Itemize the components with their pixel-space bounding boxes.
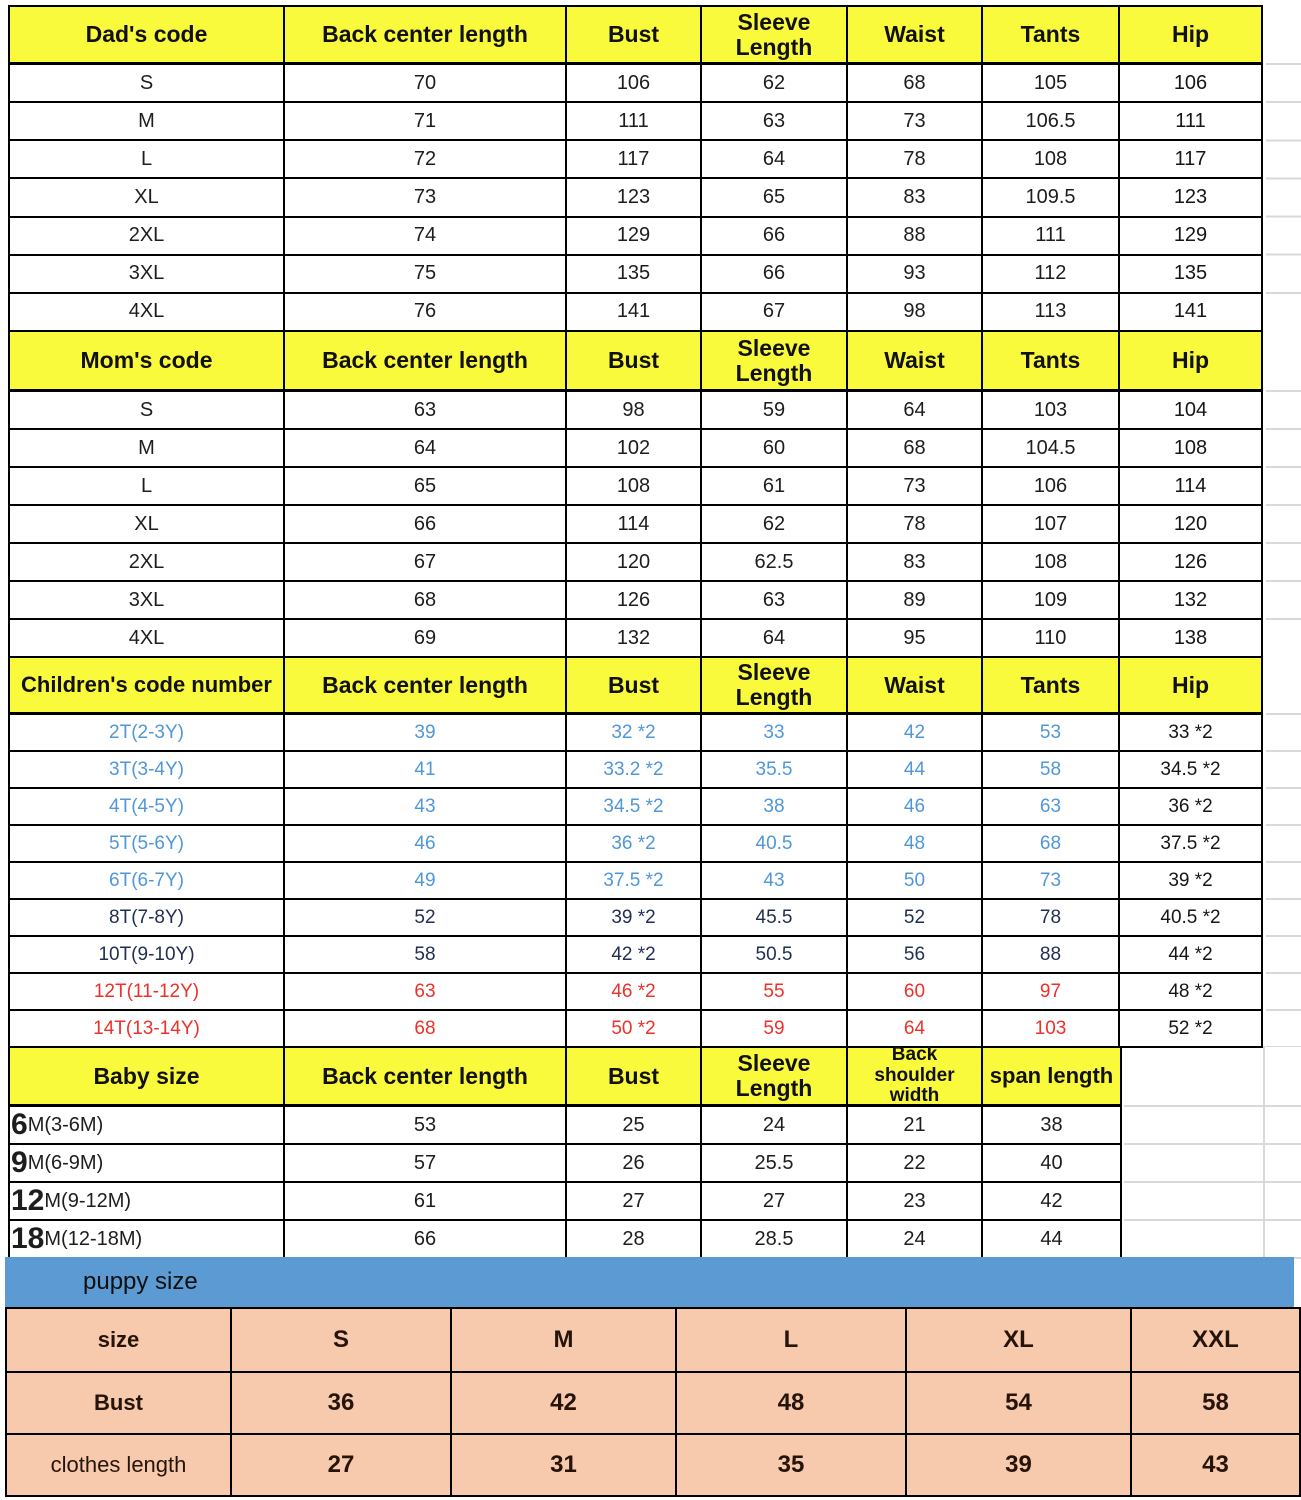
- cell-value: 27: [567, 1183, 702, 1221]
- column-header: Bust: [567, 1048, 702, 1107]
- cell-value: 38: [702, 789, 848, 826]
- cell-value: 36: [232, 1373, 452, 1435]
- cell-value: 26: [567, 1145, 702, 1183]
- size-code-cell: [10, 1145, 285, 1183]
- cell-value: 71: [285, 103, 567, 141]
- cell-value: 66: [702, 218, 848, 256]
- cell-value: 109.5: [983, 179, 1120, 217]
- column-header: Back center length: [285, 1048, 567, 1107]
- cell-value: S: [232, 1309, 452, 1373]
- size-code-big-digit: 18: [11, 1222, 45, 1255]
- size-code-cell: L: [10, 468, 285, 506]
- cell-value: 73: [848, 103, 983, 141]
- cell-value: 52: [848, 900, 983, 937]
- size-code-cell: 12T(11-12Y): [10, 974, 285, 1011]
- size-code-big-digit: 12: [11, 1184, 45, 1217]
- cell-value: 35: [677, 1435, 907, 1497]
- column-header: span length: [983, 1048, 1122, 1107]
- dad-size-table: [8, 5, 1263, 332]
- cell-value: 62.5: [702, 544, 848, 582]
- size-code-big-digit: 6: [11, 1108, 28, 1141]
- cell-value: 43: [285, 789, 567, 826]
- cell-value: 108: [983, 544, 1120, 582]
- cell-value: 78: [983, 900, 1120, 937]
- cell-value: 97: [983, 974, 1120, 1011]
- cell-value: 53: [983, 715, 1120, 752]
- cell-value: 31: [452, 1435, 677, 1497]
- cell-value: 73: [848, 468, 983, 506]
- cell-value: 37.5 *2: [567, 863, 702, 900]
- size-code-cell: S: [10, 392, 285, 430]
- puppy-size-table: [5, 1307, 1301, 1497]
- cell-value: 64: [848, 392, 983, 430]
- column-header: Sleeve Length: [702, 7, 848, 65]
- cell-value: 135: [1120, 256, 1263, 294]
- cell-value: 46 *2: [567, 974, 702, 1011]
- cell-value: 141: [567, 294, 702, 332]
- cell-value: 126: [567, 582, 702, 620]
- cell-value: 141: [1120, 294, 1263, 332]
- cell-value: 43: [702, 863, 848, 900]
- cell-value: 59: [702, 1011, 848, 1048]
- cell-value: 104: [1120, 392, 1263, 430]
- cell-value: 103: [983, 1011, 1120, 1048]
- column-header: Waist: [848, 332, 983, 392]
- spreadsheet-gridlines: [1266, 390, 1301, 656]
- cell-value: 40: [983, 1145, 1122, 1183]
- cell-value: 46: [285, 826, 567, 863]
- cell-value: 33 *2: [1120, 715, 1263, 752]
- column-header: Sleeve Length: [702, 1048, 848, 1107]
- cell-value: 32 *2: [567, 715, 702, 752]
- cell-value: 76: [285, 294, 567, 332]
- cell-value: 25.5: [702, 1145, 848, 1183]
- column-header: Tants: [983, 332, 1120, 392]
- cell-value: 63: [983, 789, 1120, 826]
- size-code-cell: 2XL: [10, 544, 285, 582]
- cell-value: 38: [983, 1107, 1122, 1145]
- cell-value: 108: [567, 468, 702, 506]
- cell-value: 117: [567, 141, 702, 179]
- column-header: Back center length: [285, 332, 567, 392]
- size-code-cell: [10, 1221, 285, 1259]
- cell-value: 132: [567, 620, 702, 658]
- cell-value: 44 *2: [1120, 937, 1263, 974]
- cell-value: 57: [285, 1145, 567, 1183]
- cell-value: 49: [285, 863, 567, 900]
- column-header: Bust: [567, 332, 702, 392]
- cell-value: 64: [848, 1011, 983, 1048]
- cell-value: 93: [848, 256, 983, 294]
- cell-value: 27: [702, 1183, 848, 1221]
- cell-value: 36 *2: [1120, 789, 1263, 826]
- column-header: Sleeve Length: [702, 332, 848, 392]
- children-size-table: [8, 656, 1263, 1048]
- cell-value: 103: [983, 392, 1120, 430]
- cell-value: 68: [983, 826, 1120, 863]
- cell-value: 104.5: [983, 430, 1120, 468]
- cell-value: 70: [285, 65, 567, 103]
- column-header: Bust: [567, 7, 702, 65]
- cell-value: 39: [907, 1435, 1132, 1497]
- cell-value: 106: [567, 65, 702, 103]
- cell-value: 111: [1120, 103, 1263, 141]
- cell-value: 65: [285, 468, 567, 506]
- cell-value: 61: [702, 468, 848, 506]
- cell-value: 98: [567, 392, 702, 430]
- cell-value: 22: [848, 1145, 983, 1183]
- cell-value: 135: [567, 256, 702, 294]
- size-code-cell: 3T(3-4Y): [10, 752, 285, 789]
- cell-value: 110: [983, 620, 1120, 658]
- cell-value: 78: [848, 141, 983, 179]
- size-code-cell: M: [10, 103, 285, 141]
- column-header: Bust: [567, 658, 702, 715]
- cell-value: 63: [285, 974, 567, 1011]
- cell-value: 88: [983, 937, 1120, 974]
- cell-value: 54: [907, 1373, 1132, 1435]
- cell-value: 123: [1120, 179, 1263, 217]
- cell-value: 83: [848, 544, 983, 582]
- row-label-cell: size: [7, 1309, 232, 1373]
- cell-value: 129: [567, 218, 702, 256]
- column-header: Waist: [848, 658, 983, 715]
- cell-value: 64: [702, 620, 848, 658]
- cell-value: 42 *2: [567, 937, 702, 974]
- cell-value: 63: [285, 392, 567, 430]
- cell-value: 68: [848, 65, 983, 103]
- row-label-cell: Bust: [7, 1373, 232, 1435]
- cell-value: 59: [702, 392, 848, 430]
- cell-value: 61: [285, 1183, 567, 1221]
- size-code-cell: 4T(4-5Y): [10, 789, 285, 826]
- cell-value: 74: [285, 218, 567, 256]
- cell-value: 44: [848, 752, 983, 789]
- cell-value: 62: [702, 65, 848, 103]
- size-code-cell: 5T(5-6Y): [10, 826, 285, 863]
- puppy-size-title: puppy size: [83, 1268, 198, 1295]
- cell-value: 117: [1120, 141, 1263, 179]
- cell-value: 27: [232, 1435, 452, 1497]
- size-code-cell: 8T(7-8Y): [10, 900, 285, 937]
- cell-value: 39 *2: [567, 900, 702, 937]
- cell-value: 89: [848, 582, 983, 620]
- cell-value: 67: [285, 544, 567, 582]
- size-code-rest: M(9-12M): [44, 1189, 132, 1212]
- size-code-rest: M(12-18M): [44, 1227, 143, 1250]
- spreadsheet-gridlines: [1266, 713, 1301, 1047]
- cell-value: 64: [285, 430, 567, 468]
- cell-value: 50.5: [702, 937, 848, 974]
- row-label-cell: clothes length: [7, 1435, 232, 1497]
- cell-value: 106.5: [983, 103, 1120, 141]
- cell-value: L: [677, 1309, 907, 1373]
- cell-value: 33: [702, 715, 848, 752]
- cell-value: 24: [848, 1221, 983, 1259]
- cell-value: 66: [285, 506, 567, 544]
- column-header: Baby size: [10, 1048, 285, 1107]
- column-header: Back shoulder width: [848, 1048, 983, 1107]
- cell-value: 123: [567, 179, 702, 217]
- cell-value: 114: [1120, 468, 1263, 506]
- cell-value: 78: [848, 506, 983, 544]
- size-code-cell: 3XL: [10, 582, 285, 620]
- cell-value: 40.5 *2: [1120, 900, 1263, 937]
- cell-value: 126: [1120, 544, 1263, 582]
- cell-value: 58: [1132, 1373, 1301, 1435]
- cell-value: 25: [567, 1107, 702, 1145]
- cell-value: 60: [848, 974, 983, 1011]
- cell-value: 68: [285, 1011, 567, 1048]
- cell-value: 42: [848, 715, 983, 752]
- cell-value: 28: [567, 1221, 702, 1259]
- cell-value: 138: [1120, 620, 1263, 658]
- cell-value: 63: [702, 103, 848, 141]
- cell-value: 43: [1132, 1435, 1301, 1497]
- cell-value: 66: [285, 1221, 567, 1259]
- column-header: Tants: [983, 7, 1120, 65]
- cell-value: 111: [567, 103, 702, 141]
- size-code-cell: 14T(13-14Y): [10, 1011, 285, 1048]
- cell-value: 39 *2: [1120, 863, 1263, 900]
- puppy-size-banner: [5, 1257, 1294, 1307]
- cell-value: 102: [567, 430, 702, 468]
- cell-value: 34.5 *2: [567, 789, 702, 826]
- cell-value: 50 *2: [567, 1011, 702, 1048]
- cell-value: 24: [702, 1107, 848, 1145]
- cell-value: 120: [1120, 506, 1263, 544]
- cell-value: 106: [1120, 65, 1263, 103]
- spreadsheet-gridline-vertical: [1263, 1046, 1265, 1257]
- spreadsheet-gridlines: [1266, 63, 1301, 330]
- cell-value: 114: [567, 506, 702, 544]
- cell-value: 108: [983, 141, 1120, 179]
- cell-value: 48: [848, 826, 983, 863]
- cell-value: 73: [983, 863, 1120, 900]
- cell-value: 98: [848, 294, 983, 332]
- cell-value: 56: [848, 937, 983, 974]
- spreadsheet-gridlines: [1124, 1105, 1301, 1259]
- cell-value: M: [452, 1309, 677, 1373]
- cell-value: 44: [983, 1221, 1122, 1259]
- column-header: Tants: [983, 658, 1120, 715]
- size-code-cell: L: [10, 141, 285, 179]
- size-code-cell: S: [10, 65, 285, 103]
- column-header: Hip: [1120, 332, 1263, 392]
- column-header: Hip: [1120, 658, 1263, 715]
- cell-value: 95: [848, 620, 983, 658]
- size-code-big-digit: 9: [11, 1146, 28, 1179]
- cell-value: 109: [983, 582, 1120, 620]
- column-header: Dad's code: [10, 7, 285, 65]
- cell-value: 21: [848, 1107, 983, 1145]
- cell-value: 52 *2: [1120, 1011, 1263, 1048]
- cell-value: 42: [452, 1373, 677, 1435]
- column-header: Sleeve Length: [702, 658, 848, 715]
- size-code-cell: M: [10, 430, 285, 468]
- cell-value: 73: [285, 179, 567, 217]
- size-code-cell: XL: [10, 179, 285, 217]
- baby-size-table: [8, 1046, 1122, 1259]
- cell-value: 48 *2: [1120, 974, 1263, 1011]
- column-header: Children's code number: [10, 658, 285, 715]
- cell-value: 28.5: [702, 1221, 848, 1259]
- cell-value: XXL: [1132, 1309, 1301, 1373]
- cell-value: 107: [983, 506, 1120, 544]
- cell-value: XL: [907, 1309, 1132, 1373]
- cell-value: 53: [285, 1107, 567, 1145]
- size-code-cell: 4XL: [10, 294, 285, 332]
- cell-value: 60: [702, 430, 848, 468]
- cell-value: 41: [285, 752, 567, 789]
- size-code-cell: [10, 1107, 285, 1145]
- size-code-cell: 6T(6-7Y): [10, 863, 285, 900]
- cell-value: 67: [702, 294, 848, 332]
- cell-value: 35.5: [702, 752, 848, 789]
- size-code-cell: 10T(9-10Y): [10, 937, 285, 974]
- cell-value: 72: [285, 141, 567, 179]
- cell-value: 48: [677, 1373, 907, 1435]
- cell-value: 50: [848, 863, 983, 900]
- cell-value: 120: [567, 544, 702, 582]
- cell-value: 55: [702, 974, 848, 1011]
- size-code-rest: M(3-6M): [27, 1113, 104, 1136]
- cell-value: 68: [285, 582, 567, 620]
- cell-value: 68: [848, 430, 983, 468]
- cell-value: 39: [285, 715, 567, 752]
- size-code-cell: 2T(2-3Y): [10, 715, 285, 752]
- cell-value: 129: [1120, 218, 1263, 256]
- mom-size-table: [8, 330, 1263, 658]
- cell-value: 23: [848, 1183, 983, 1221]
- column-header: Waist: [848, 7, 983, 65]
- cell-value: 83: [848, 179, 983, 217]
- size-code-cell: [10, 1183, 285, 1221]
- cell-value: 58: [983, 752, 1120, 789]
- cell-value: 34.5 *2: [1120, 752, 1263, 789]
- cell-value: 105: [983, 65, 1120, 103]
- cell-value: 64: [702, 141, 848, 179]
- size-code-cell: 4XL: [10, 620, 285, 658]
- column-header: Mom's code: [10, 332, 285, 392]
- cell-value: 66: [702, 256, 848, 294]
- cell-value: 111: [983, 218, 1120, 256]
- size-code-cell: 3XL: [10, 256, 285, 294]
- column-header: Hip: [1120, 7, 1263, 65]
- cell-value: 132: [1120, 582, 1263, 620]
- cell-value: 106: [983, 468, 1120, 506]
- cell-value: 75: [285, 256, 567, 294]
- cell-value: 52: [285, 900, 567, 937]
- cell-value: 62: [702, 506, 848, 544]
- cell-value: 45.5: [702, 900, 848, 937]
- cell-value: 65: [702, 179, 848, 217]
- cell-value: 108: [1120, 430, 1263, 468]
- cell-value: 33.2 *2: [567, 752, 702, 789]
- cell-value: 42: [983, 1183, 1122, 1221]
- cell-value: 69: [285, 620, 567, 658]
- cell-value: 40.5: [702, 826, 848, 863]
- cell-value: 37.5 *2: [1120, 826, 1263, 863]
- cell-value: 58: [285, 937, 567, 974]
- cell-value: 46: [848, 789, 983, 826]
- column-header: Back center length: [285, 7, 567, 65]
- size-code-cell: XL: [10, 506, 285, 544]
- cell-value: 63: [702, 582, 848, 620]
- size-code-rest: M(6-9M): [27, 1151, 104, 1174]
- cell-value: 112: [983, 256, 1120, 294]
- cell-value: 88: [848, 218, 983, 256]
- column-header: Back center length: [285, 658, 567, 715]
- cell-value: 36 *2: [567, 826, 702, 863]
- cell-value: 113: [983, 294, 1120, 332]
- size-code-cell: 2XL: [10, 218, 285, 256]
